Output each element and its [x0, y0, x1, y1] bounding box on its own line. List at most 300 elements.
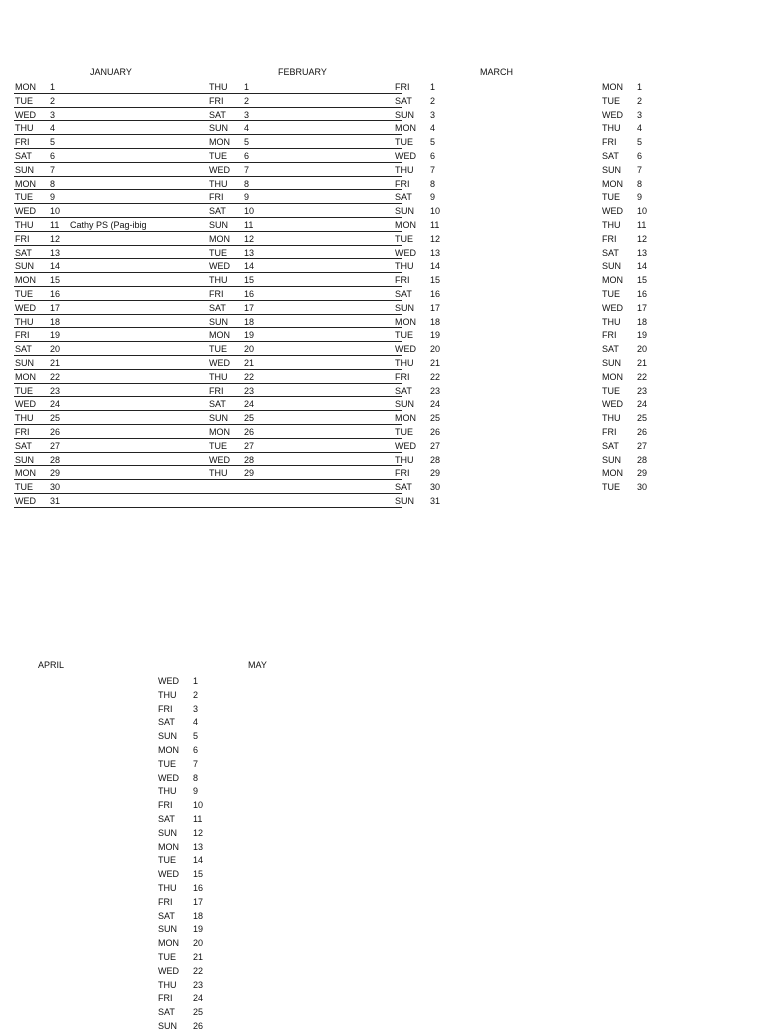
date-number: 22: [50, 371, 61, 382]
date-number: 3: [637, 109, 643, 120]
weekday-label: MON: [395, 219, 416, 230]
date-number: 6: [637, 150, 643, 161]
date-number: 13: [50, 247, 61, 258]
date-number: 16: [244, 288, 255, 299]
weekday-label: MON: [209, 330, 230, 341]
day-row: [208, 384, 402, 398]
weekday-label: FRI: [209, 288, 224, 299]
weekday-label: FRI: [602, 137, 617, 148]
day-row: [394, 232, 454, 246]
weekday-label: FRI: [158, 800, 173, 811]
date-number: 25: [193, 1007, 204, 1018]
weekday-label: SAT: [158, 717, 175, 728]
weekday-label: FRI: [15, 426, 30, 437]
date-number: 9: [193, 786, 199, 797]
weekday-label: SAT: [602, 440, 619, 451]
weekday-label: FRI: [395, 468, 410, 479]
day-row: [157, 950, 217, 964]
weekday-label: TUE: [395, 330, 413, 341]
weekday-label: TUE: [602, 482, 620, 493]
date-number: 19: [244, 330, 255, 341]
day-row: [208, 163, 402, 177]
day-row: [394, 356, 454, 370]
date-number: 20: [50, 344, 61, 355]
date-number: 12: [193, 827, 204, 838]
day-row: [601, 315, 661, 329]
day-row: [394, 80, 454, 94]
weekday-label: SAT: [209, 302, 226, 313]
date-number: 22: [193, 965, 204, 976]
weekday-label: WED: [158, 772, 179, 783]
day-row: [601, 259, 661, 273]
day-row: [208, 287, 402, 301]
day-row: [394, 384, 454, 398]
weekday-label: SAT: [15, 247, 32, 258]
day-row: [157, 853, 217, 867]
weekday-label: FRI: [15, 233, 30, 244]
date-number: 5: [50, 137, 56, 148]
weekday-label: FRI: [395, 275, 410, 286]
weekday-label: SAT: [602, 344, 619, 355]
date-number: 6: [430, 150, 436, 161]
day-row: [14, 480, 208, 494]
weekday-label: WED: [209, 261, 230, 272]
weekday-label: TUE: [602, 95, 620, 106]
day-row: [601, 80, 661, 94]
weekday-label: FRI: [395, 178, 410, 189]
weekday-label: THU: [209, 371, 228, 382]
day-row: [208, 356, 402, 370]
day-row: [394, 287, 454, 301]
day-row: [601, 453, 661, 467]
weekday-label: MON: [15, 178, 36, 189]
day-row: [394, 315, 454, 329]
date-number: 10: [244, 206, 255, 217]
day-row: [394, 108, 454, 122]
date-number: 17: [430, 302, 441, 313]
weekday-label: SUN: [158, 924, 178, 935]
month-header-april: APRIL: [38, 660, 65, 670]
weekday-label: FRI: [209, 95, 224, 106]
weekday-label: THU: [209, 82, 228, 92]
day-row: [14, 149, 208, 163]
date-number: 20: [637, 344, 648, 355]
date-number: 27: [244, 440, 255, 451]
date-number: 26: [244, 426, 255, 437]
january-day-list: [14, 80, 208, 508]
date-number: 14: [50, 261, 61, 272]
date-number: 24: [193, 993, 204, 1004]
day-row: [601, 301, 661, 315]
date-number: 5: [430, 137, 436, 148]
day-row: [157, 964, 217, 978]
date-number: 4: [637, 123, 643, 134]
weekday-label: TUE: [15, 482, 33, 493]
day-row: [208, 328, 402, 342]
weekday-label: MON: [602, 371, 623, 382]
weekday-label: THU: [158, 786, 177, 797]
weekday-label: THU: [158, 689, 177, 700]
weekday-label: SAT: [395, 385, 412, 396]
day-row: [208, 315, 402, 329]
date-number: 8: [637, 178, 643, 189]
day-row: [208, 453, 402, 467]
date-number: 3: [193, 703, 199, 714]
date-number: 15: [193, 869, 204, 880]
date-number: 30: [637, 482, 648, 493]
calendar-note: Cathy PS (Pag-ibig: [70, 219, 147, 230]
day-row: [208, 259, 402, 273]
weekday-label: SUN: [15, 454, 35, 465]
weekday-label: WED: [209, 357, 230, 368]
date-number: 14: [193, 855, 204, 866]
day-row: [14, 328, 208, 342]
day-row: [157, 978, 217, 992]
weekday-label: TUE: [15, 95, 33, 106]
day-row: [601, 177, 661, 191]
date-number: 24: [430, 399, 441, 410]
day-row: [208, 439, 402, 453]
day-row: [394, 370, 454, 384]
date-number: 23: [193, 979, 204, 990]
weekday-label: THU: [15, 413, 34, 424]
date-number: 9: [50, 192, 56, 203]
day-row: [14, 190, 208, 204]
weekday-label: SUN: [602, 164, 622, 175]
day-row: [208, 80, 402, 94]
weekday-label: THU: [158, 979, 177, 990]
weekday-label: MON: [395, 413, 416, 424]
day-row: [157, 991, 217, 1005]
weekday-label: SUN: [15, 261, 35, 272]
day-row: [601, 370, 661, 384]
weekday-label: WED: [209, 164, 230, 175]
weekday-label: SUN: [395, 302, 415, 313]
day-row: [394, 177, 454, 191]
day-row: [601, 480, 661, 494]
day-row: [394, 425, 454, 439]
date-number: 2: [50, 95, 56, 106]
day-row: [601, 246, 661, 260]
date-number: 19: [430, 330, 441, 341]
weekday-label: SUN: [209, 219, 229, 230]
day-row: [157, 674, 217, 688]
date-number: 12: [244, 233, 255, 244]
date-number: 2: [430, 95, 436, 106]
weekday-label: WED: [395, 247, 416, 258]
date-number: 4: [50, 123, 56, 134]
date-number: 29: [50, 468, 61, 479]
date-number: 18: [193, 910, 204, 921]
weekday-label: MON: [395, 316, 416, 327]
day-row: [394, 149, 454, 163]
day-row: [208, 246, 402, 260]
weekday-label: TUE: [602, 288, 620, 299]
date-number: 6: [244, 150, 250, 161]
weekday-label: SUN: [602, 357, 622, 368]
date-number: 5: [637, 137, 643, 148]
weekday-label: TUE: [209, 247, 227, 258]
weekday-label: TUE: [209, 440, 227, 451]
day-row: [14, 384, 208, 398]
day-row: [208, 177, 402, 191]
weekday-label: WED: [602, 109, 623, 120]
date-number: 10: [50, 206, 61, 217]
weekday-label: MON: [602, 82, 623, 92]
day-row: [208, 397, 402, 411]
weekday-label: THU: [158, 882, 177, 893]
weekday-label: MON: [15, 468, 36, 479]
date-number: 17: [193, 896, 204, 907]
date-number: 2: [637, 95, 643, 106]
date-number: 26: [193, 1020, 204, 1031]
day-row: [14, 259, 208, 273]
weekday-label: TUE: [395, 426, 413, 437]
weekday-label: TUE: [158, 758, 176, 769]
date-number: 16: [50, 288, 61, 299]
weekday-label: SAT: [395, 482, 412, 493]
day-row: [157, 729, 217, 743]
day-row: [394, 480, 454, 494]
date-number: 26: [637, 426, 648, 437]
day-row: [394, 301, 454, 315]
date-number: 30: [430, 482, 441, 493]
weekday-label: MON: [395, 123, 416, 134]
day-row: [394, 246, 454, 260]
date-number: 11: [244, 219, 254, 230]
day-row: [394, 94, 454, 108]
weekday-label: WED: [158, 869, 179, 880]
date-number: 18: [50, 316, 61, 327]
weekday-label: SUN: [15, 357, 35, 368]
date-number: 8: [244, 178, 250, 189]
weekday-label: SUN: [158, 827, 178, 838]
day-row: [157, 812, 217, 826]
weekday-label: MON: [602, 178, 623, 189]
weekday-label: WED: [602, 206, 623, 217]
weekday-label: FRI: [602, 233, 617, 244]
date-number: 3: [50, 109, 56, 120]
day-row: [14, 411, 208, 425]
date-number: 23: [430, 385, 441, 396]
date-number: 21: [50, 357, 61, 368]
month-header-january: JANUARY: [90, 67, 132, 77]
date-number: 27: [430, 440, 441, 451]
weekday-label: SAT: [395, 192, 412, 203]
weekday-label: TUE: [158, 855, 176, 866]
day-row: [601, 439, 661, 453]
weekday-label: SUN: [158, 731, 178, 742]
weekday-label: SAT: [15, 344, 32, 355]
weekday-label: THU: [395, 261, 414, 272]
day-row: [601, 190, 661, 204]
weekday-label: MON: [158, 841, 179, 852]
day-row: [208, 425, 402, 439]
weekday-label: THU: [602, 219, 621, 230]
date-number: 14: [430, 261, 441, 272]
date-number: 4: [193, 717, 199, 728]
weekday-label: SAT: [209, 109, 226, 120]
weekday-label: WED: [602, 399, 623, 410]
date-number: 7: [193, 758, 199, 769]
day-row: [157, 757, 217, 771]
date-number: 18: [430, 316, 441, 327]
weekday-label: MON: [158, 938, 179, 949]
weekday-label: FRI: [158, 993, 173, 1004]
weekday-label: WED: [15, 302, 36, 313]
date-number: 25: [244, 413, 255, 424]
weekday-label: MON: [602, 275, 623, 286]
weekday-label: WED: [15, 399, 36, 410]
date-number: 30: [50, 482, 61, 493]
date-number: 21: [193, 951, 204, 962]
date-number: 19: [193, 924, 204, 935]
day-row: [601, 328, 661, 342]
date-number: 13: [637, 247, 648, 258]
date-number: 21: [244, 357, 255, 368]
day-row: [14, 232, 208, 246]
date-number: 12: [637, 233, 648, 244]
date-number: 19: [50, 330, 61, 341]
date-number: 1: [50, 82, 56, 92]
month-header-march: MARCH: [480, 67, 513, 77]
date-number: 1: [193, 676, 199, 686]
weekday-label: TUE: [15, 288, 33, 299]
weekday-label: TUE: [395, 137, 413, 148]
day-row: [157, 743, 217, 757]
day-row: [601, 218, 661, 232]
day-row: [394, 453, 454, 467]
weekday-label: MON: [15, 82, 36, 92]
day-row: [157, 771, 217, 785]
day-row: [394, 397, 454, 411]
weekday-label: FRI: [602, 426, 617, 437]
day-row: [394, 204, 454, 218]
weekday-label: TUE: [209, 150, 227, 161]
date-number: 2: [244, 95, 250, 106]
day-row: [14, 135, 208, 149]
date-number: 9: [430, 192, 436, 203]
day-row: [14, 301, 208, 315]
date-number: 21: [637, 357, 648, 368]
date-number: 8: [193, 772, 199, 783]
date-number: 7: [430, 164, 436, 175]
date-number: 22: [637, 371, 648, 382]
weekday-label: THU: [15, 316, 34, 327]
weekday-label: SAT: [395, 288, 412, 299]
date-number: 27: [637, 440, 648, 451]
date-number: 16: [637, 288, 648, 299]
day-row: [394, 411, 454, 425]
day-row: [208, 108, 402, 122]
date-number: 8: [50, 178, 56, 189]
date-number: 11: [50, 219, 60, 230]
weekday-label: THU: [395, 164, 414, 175]
weekday-label: WED: [602, 302, 623, 313]
day-row: [14, 356, 208, 370]
date-number: 29: [430, 468, 441, 479]
weekday-label: THU: [602, 413, 621, 424]
weekday-label: WED: [158, 965, 179, 976]
day-row: [394, 218, 454, 232]
day-row: [601, 135, 661, 149]
date-number: 17: [637, 302, 648, 313]
weekday-label: SUN: [602, 261, 622, 272]
weekday-label: WED: [15, 109, 36, 120]
day-row: [601, 163, 661, 177]
weekday-label: SAT: [15, 440, 32, 451]
date-number: 25: [50, 413, 61, 424]
day-row: [14, 466, 208, 480]
day-row: [394, 121, 454, 135]
day-row: [157, 909, 217, 923]
date-number: 14: [637, 261, 648, 272]
date-number: 5: [244, 137, 250, 148]
weekday-label: TUE: [602, 385, 620, 396]
day-row: [157, 936, 217, 950]
weekday-label: WED: [209, 454, 230, 465]
weekday-label: TUE: [395, 233, 413, 244]
day-row: [14, 287, 208, 301]
weekday-label: SUN: [209, 123, 229, 134]
date-number: 15: [244, 275, 255, 286]
weekday-label: SUN: [209, 413, 229, 424]
day-row: [394, 466, 454, 480]
date-number: 15: [50, 275, 61, 286]
date-number: 13: [430, 247, 441, 258]
date-number: 31: [430, 495, 441, 506]
day-row: [601, 384, 661, 398]
day-row: [208, 204, 402, 218]
day-row: [157, 826, 217, 840]
day-row: [601, 204, 661, 218]
day-row: [208, 342, 402, 356]
weekday-label: SUN: [15, 164, 35, 175]
month-header-may: MAY: [248, 660, 267, 670]
day-row: [14, 177, 208, 191]
day-row: [208, 135, 402, 149]
day-row: [208, 190, 402, 204]
day-row: [14, 108, 208, 122]
date-number: 4: [244, 123, 250, 134]
date-number: 23: [50, 385, 61, 396]
day-row: [14, 439, 208, 453]
day-row: [14, 218, 208, 232]
date-number: 22: [430, 371, 441, 382]
day-row: [208, 94, 402, 108]
weekday-label: WED: [395, 150, 416, 161]
weekday-label: THU: [395, 357, 414, 368]
weekday-label: WED: [395, 344, 416, 355]
day-row: [208, 494, 402, 508]
date-number: 31: [50, 495, 61, 506]
weekday-label: MON: [15, 371, 36, 382]
day-row: [14, 494, 208, 508]
day-row: [394, 135, 454, 149]
weekday-label: SUN: [395, 206, 415, 217]
weekday-label: MON: [209, 137, 230, 148]
weekday-label: SAT: [15, 150, 32, 161]
day-row: [601, 397, 661, 411]
date-number: 17: [50, 302, 61, 313]
weekday-label: SUN: [395, 495, 415, 506]
date-number: 22: [244, 371, 255, 382]
day-row: [14, 397, 208, 411]
weekday-label: SUN: [602, 454, 622, 465]
day-row: [157, 895, 217, 909]
date-number: 20: [193, 938, 204, 949]
date-number: 17: [244, 302, 255, 313]
